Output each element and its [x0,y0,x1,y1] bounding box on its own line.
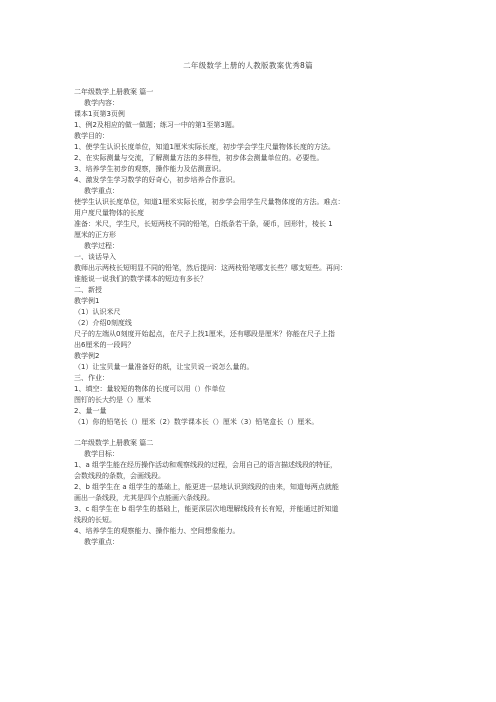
text-line: 4、培养学生的观察能力、操作能力、空间想象能力。 [74,527,240,535]
text-line: 4、激发学生学习数学的好奇心，初步培养合作意识。 [74,176,240,184]
document-title: 二年级数学上册的人教版教案优秀8篇 [183,61,313,70]
text-line: 准备：米尺，学生尺，长短两枝不同的铅笔，白纸条若干条，硬币，回形针，棱长 1 [74,220,333,228]
text-line: 出6厘米的一段吗？ [74,341,135,349]
text-line: 1、填空：量较短的物体的长度可以用（）作单位 [74,385,226,393]
text-line: 线段的长短。 [74,516,116,524]
text-line: 厘米的正方形 [74,231,116,239]
text-line: 教学重点： [84,187,119,195]
text-line: 三、作业： [74,374,109,382]
text-line: 教学例2 [74,352,100,360]
text-line: 画出一条线段，尤其是四个点能画六条线段。 [74,494,214,502]
document-body [74,87,424,548]
text-line: 二年级数学上册教案 篇二 [74,439,154,447]
text-line: 谁能说一说我们的数学课本的短边有多长？ [74,275,207,283]
text-line: （1）你的铅笔长（）厘米（2）数学课本长（）厘米（3）铅笔盒长（）厘米。 [74,418,319,426]
text-line: （1）让宝贝量一量准备好的纸，让宝贝说一说怎么量的。 [74,363,254,371]
text-line: 教学目标： [84,450,119,458]
text-line: 教学重点： [84,538,119,546]
text-line: 教学例1 [74,297,100,305]
text-line: 二年级数学上册教案 篇一 [74,88,154,96]
text-line: 3、培养学生初步的观察，操作能力及估测意识。 [74,165,226,173]
text-line: 二、新授 [74,286,102,294]
text-line: 使学生认识长度单位，知道1厘米实际长度，初步学会用学生尺量物体度的方法。难点： [74,198,345,206]
text-line: 教学内容： [84,99,119,107]
text-line: 图钉的长大约是（）厘米 [74,396,151,404]
text-line: 2、在实际测量与交流，了解测量方法的多样性，初步体会测量单位的。必要性。 [74,154,324,162]
text-line: 2、b 组学生在 a 组学生的基础上，能更进一层地认识到线段的由来，知道每两点就能 [74,483,339,491]
text-line: 一、谈话导入 [74,253,116,261]
text-line: 1、使学生认识长度单位，知道1厘米实际长度，初步学会学生尺量物体长度的方法。 [74,143,335,151]
text-line: 教学目的： [74,132,109,140]
text-line: 会数线段的条数，会画线段。 [74,472,165,480]
text-line: 课本1页第3页例 [74,110,125,118]
text-line: 尺子的左端从0刻度开始起点，在尺子上找1厘米，还有哪段是厘米？你能在尺子上指 [74,330,335,338]
text-line: 用户度尺量物体的长度 [74,209,144,217]
text-line: 1、例2及相应的做一做题；练习一中的第1至第3题。 [74,121,239,129]
text-line: 教师出示两枝长短明显不同的铅笔，然后提问：这两枝铅笔哪支长些？哪支短些。再问： [74,264,347,272]
text-line: 3、c 组学生在 b 组学生的基础上，能更深层次地理解线段有长有短，并能通过折知道 [74,505,339,513]
text-line: （2）介绍0刻度线 [74,319,132,327]
text-line: 1、a 组学生能在经历操作活动和观察线段的过程，会用自己的语言描述线段的特征， [74,461,337,469]
text-line: 教学过程： [84,242,119,250]
text-line: （1）认识米尺 [74,308,121,316]
text-line: 2、量一量 [74,407,107,415]
